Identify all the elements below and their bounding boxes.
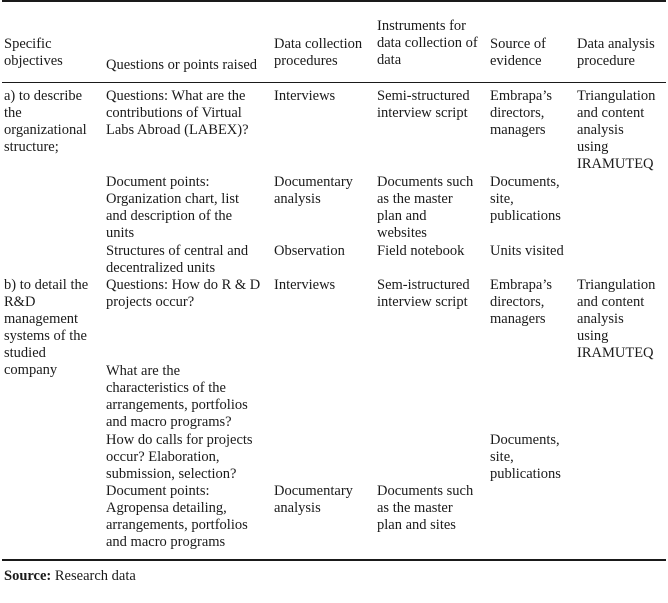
b-row2-question: What are the characteristics of the arrangements, portfolios and macro programs?: [106, 363, 248, 430]
header-data-analysis: Data analysis procedure: [577, 36, 655, 69]
a-row2-procedure: Documentary analysis: [274, 174, 353, 207]
header-specific-objectives: Specific objectives: [4, 36, 63, 69]
a-row1-question: Questions: What are the contributions of Virtual Labs Abroad (LABEX)?: [106, 88, 249, 138]
table-header-rule: [2, 82, 666, 83]
header-source-of-evidence: Source of evidence: [490, 36, 546, 69]
a-row2-question: Document points: Organization chart, list and description of the units: [106, 174, 240, 241]
b-row1-instrument: Sem-istructured interview script: [377, 277, 470, 310]
b-row4-procedure: Documentary analysis: [274, 483, 353, 516]
objective-a: a) to describe the organizational structure;: [4, 88, 87, 155]
table-top-rule: [2, 0, 666, 2]
b-row4-instrument: Documents such as the master plan and sites: [377, 483, 474, 533]
a-row2-source: Documents, site, publications: [490, 174, 561, 224]
b-row1-analysis: Triangulation and content analysis using IRAMUTEQ: [577, 277, 656, 361]
header-instruments: Instruments for data collection of data: [377, 18, 478, 68]
objective-b: b) to detail the R&D management systems of the studied company: [4, 277, 89, 378]
b-row1-procedure: Interviews: [274, 277, 336, 293]
footnote-label: Source:: [4, 568, 52, 584]
a-row1-instrument: Semi-structured interview script: [377, 88, 470, 121]
header-data-collection: Data collection procedures: [274, 36, 363, 69]
table-bottom-rule: [2, 559, 666, 561]
b-row1-source: Embrapa’s directors, managers: [490, 277, 553, 327]
a-row1-analysis: Triangulation and content analysis using IRAMUTEQ: [577, 88, 656, 172]
b-row3-source: Documents, site, publications: [490, 432, 561, 482]
b-row3-question: How do calls for projects occur? Elaboration, submission, selection?: [106, 432, 253, 482]
table-footnote: [4, 568, 136, 585]
a-row2-instrument: Documents such as the master plan and websites: [377, 174, 474, 241]
a-row3-question: Structures of central and decentralized units: [106, 243, 249, 276]
footnote-text: Research data: [51, 568, 136, 584]
a-row1-procedure: Interviews: [274, 88, 336, 104]
header-questions: Questions or points raised: [106, 57, 258, 73]
a-row3-instrument: Field notebook: [377, 243, 465, 259]
a-row1-source: Embrapa’s directors, managers: [490, 88, 553, 138]
a-row3-procedure: Observation: [274, 243, 345, 259]
b-row4-question: Document points: Agropensa detailing, arrangements, portfolios and macro programs: [106, 483, 248, 550]
b-row1-question: Questions: How do R & D projects occur?: [106, 277, 261, 310]
a-row3-source: Units visited: [490, 243, 564, 259]
